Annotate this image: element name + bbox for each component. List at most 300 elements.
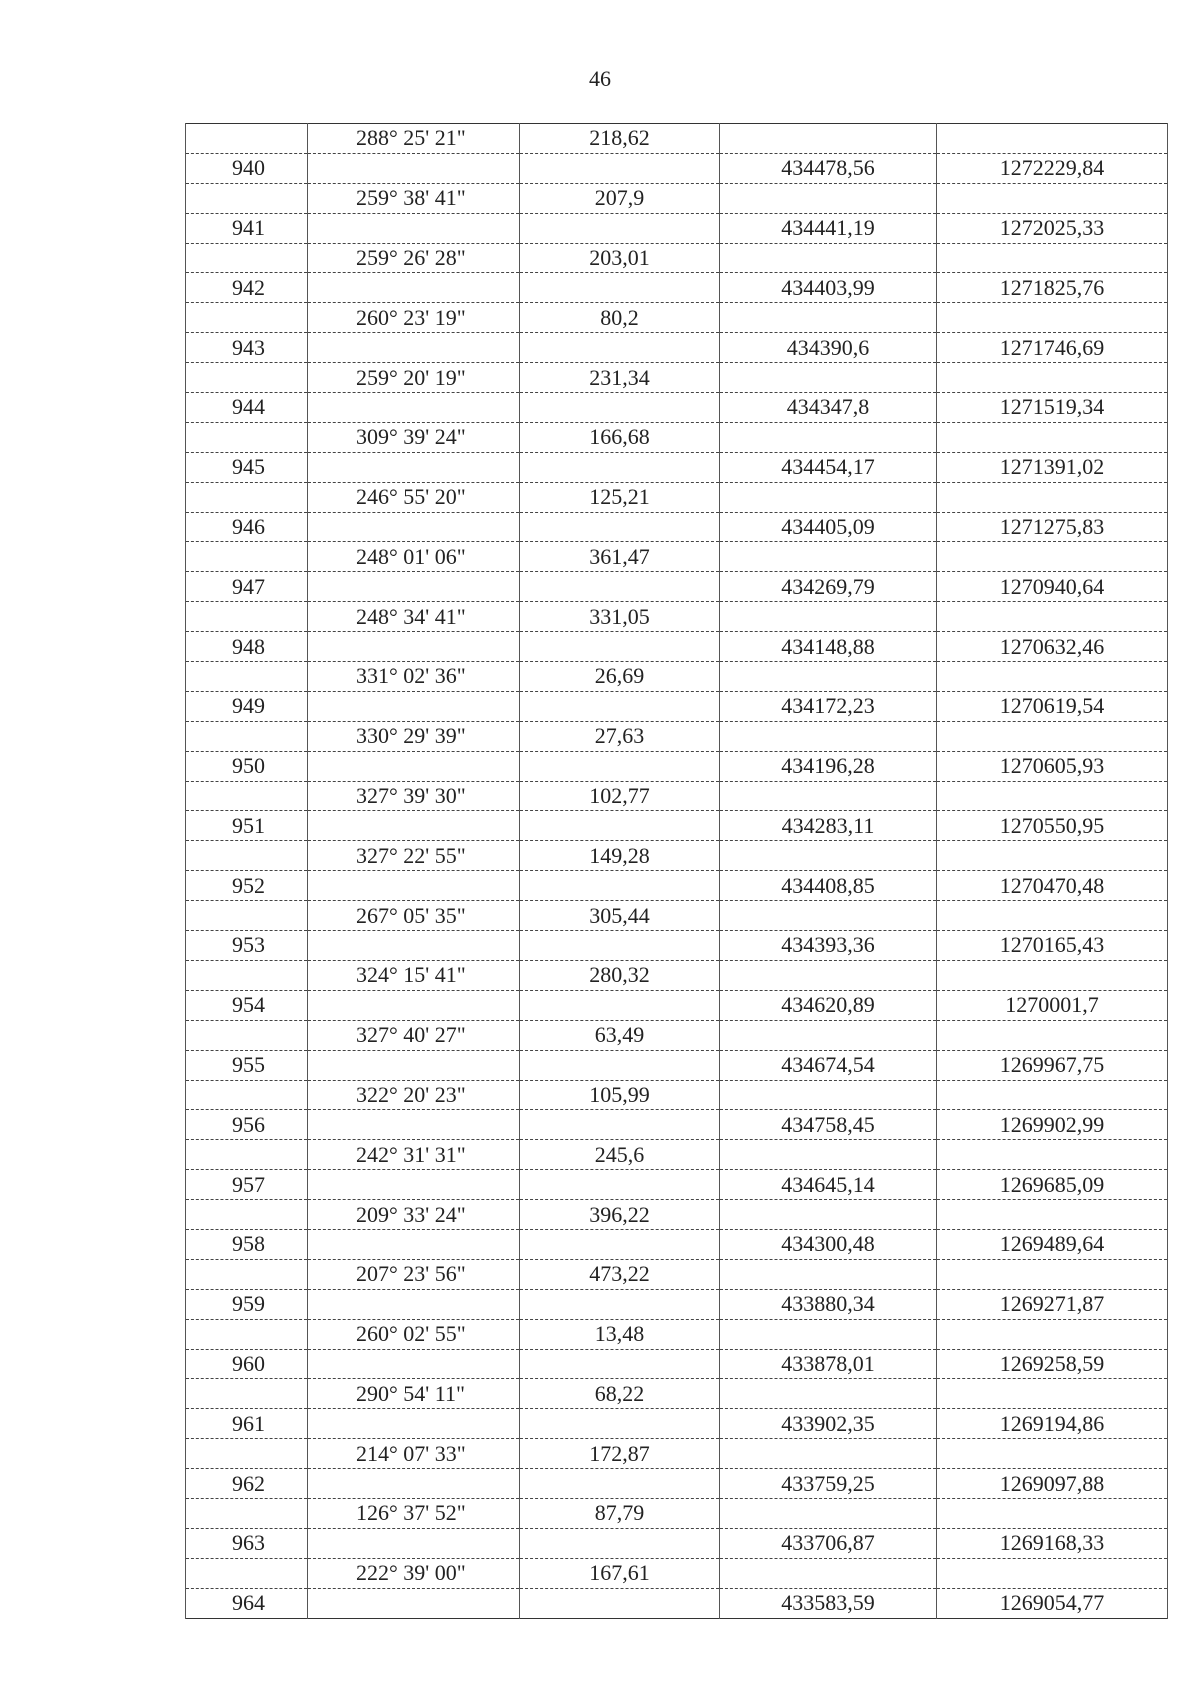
- point-number-cell: 955: [186, 1050, 308, 1080]
- x-coordinate-cell: [720, 422, 937, 452]
- direction-angle-cell: 327° 22' 55": [308, 841, 520, 871]
- direction-angle-cell: [308, 1588, 520, 1618]
- table-row: [186, 781, 1168, 811]
- table-row: [186, 1439, 1168, 1469]
- point-number-cell: [186, 482, 308, 512]
- point-number-cell: 961: [186, 1409, 308, 1439]
- x-coordinate-cell: [720, 1379, 937, 1409]
- y-coordinate-cell: 1271746,69: [937, 333, 1168, 363]
- x-coordinate-cell: 434478,56: [720, 153, 937, 183]
- table-body: [186, 124, 1168, 1619]
- x-coordinate-cell: [720, 1259, 937, 1289]
- point-number-cell: 958: [186, 1229, 308, 1259]
- point-number-cell: 953: [186, 931, 308, 961]
- x-coordinate-cell: [720, 1200, 937, 1230]
- table-row: [186, 1050, 1168, 1080]
- x-coordinate-cell: 434196,28: [720, 751, 937, 781]
- distance-cell: 245,6: [520, 1140, 720, 1170]
- y-coordinate-cell: [937, 662, 1168, 692]
- distance-cell: 172,87: [520, 1439, 720, 1469]
- table-row: [186, 572, 1168, 602]
- y-coordinate-cell: 1270619,54: [937, 691, 1168, 721]
- direction-angle-cell: 267° 05' 35": [308, 901, 520, 931]
- point-number-cell: [186, 243, 308, 273]
- distance-cell: [520, 751, 720, 781]
- y-coordinate-cell: [937, 124, 1168, 154]
- direction-angle-cell: [308, 452, 520, 482]
- x-coordinate-cell: [720, 1439, 937, 1469]
- direction-angle-cell: 259° 38' 41": [308, 183, 520, 213]
- point-number-cell: [186, 662, 308, 692]
- y-coordinate-cell: 1271275,83: [937, 512, 1168, 542]
- y-coordinate-cell: 1270605,93: [937, 751, 1168, 781]
- distance-cell: [520, 1528, 720, 1558]
- y-coordinate-cell: [937, 1080, 1168, 1110]
- table-row: [186, 333, 1168, 363]
- point-number-cell: [186, 183, 308, 213]
- direction-angle-cell: 242° 31' 31": [308, 1140, 520, 1170]
- table-row: [186, 183, 1168, 213]
- y-coordinate-cell: 1270550,95: [937, 811, 1168, 841]
- distance-cell: [520, 153, 720, 183]
- direction-angle-cell: 209° 33' 24": [308, 1200, 520, 1230]
- direction-angle-cell: [308, 153, 520, 183]
- point-number-cell: 964: [186, 1588, 308, 1618]
- y-coordinate-cell: [937, 482, 1168, 512]
- table-row: [186, 363, 1168, 393]
- x-coordinate-cell: [720, 243, 937, 273]
- distance-cell: 203,01: [520, 243, 720, 273]
- distance-cell: [520, 1289, 720, 1319]
- x-coordinate-cell: [720, 1080, 937, 1110]
- y-coordinate-cell: [937, 1020, 1168, 1050]
- table-row: [186, 1319, 1168, 1349]
- distance-cell: 218,62: [520, 124, 720, 154]
- x-coordinate-cell: 434390,6: [720, 333, 937, 363]
- direction-angle-cell: 309° 39' 24": [308, 422, 520, 452]
- distance-cell: [520, 333, 720, 363]
- direction-angle-cell: 327° 39' 30": [308, 781, 520, 811]
- distance-cell: 167,61: [520, 1558, 720, 1588]
- direction-angle-cell: 126° 37' 52": [308, 1498, 520, 1528]
- y-coordinate-cell: 1270165,43: [937, 931, 1168, 961]
- y-coordinate-cell: 1269967,75: [937, 1050, 1168, 1080]
- distance-cell: [520, 1229, 720, 1259]
- distance-cell: 80,2: [520, 303, 720, 333]
- direction-angle-cell: [308, 632, 520, 662]
- direction-angle-cell: [308, 1110, 520, 1140]
- direction-angle-cell: [308, 1469, 520, 1499]
- point-number-cell: 946: [186, 512, 308, 542]
- x-coordinate-cell: [720, 183, 937, 213]
- x-coordinate-cell: 434645,14: [720, 1170, 937, 1200]
- x-coordinate-cell: [720, 124, 937, 154]
- distance-cell: 27,63: [520, 721, 720, 751]
- direction-angle-cell: 222° 39' 00": [308, 1558, 520, 1588]
- point-number-cell: 957: [186, 1170, 308, 1200]
- table-row: [186, 871, 1168, 901]
- y-coordinate-cell: 1270470,48: [937, 871, 1168, 901]
- table-row: [186, 721, 1168, 751]
- x-coordinate-cell: [720, 901, 937, 931]
- x-coordinate-cell: [720, 1319, 937, 1349]
- point-number-cell: [186, 901, 308, 931]
- table-row: [186, 1409, 1168, 1439]
- x-coordinate-cell: 433759,25: [720, 1469, 937, 1499]
- distance-cell: 305,44: [520, 901, 720, 931]
- point-number-cell: 952: [186, 871, 308, 901]
- direction-angle-cell: [308, 1349, 520, 1379]
- point-number-cell: 963: [186, 1528, 308, 1558]
- y-coordinate-cell: 1271391,02: [937, 452, 1168, 482]
- direction-angle-cell: [308, 1289, 520, 1319]
- x-coordinate-cell: [720, 960, 937, 990]
- point-number-cell: 949: [186, 691, 308, 721]
- point-number-cell: [186, 542, 308, 572]
- y-coordinate-cell: 1270940,64: [937, 572, 1168, 602]
- distance-cell: 361,47: [520, 542, 720, 572]
- point-number-cell: [186, 1319, 308, 1349]
- y-coordinate-cell: 1272229,84: [937, 153, 1168, 183]
- point-number-cell: [186, 422, 308, 452]
- distance-cell: [520, 1050, 720, 1080]
- y-coordinate-cell: [937, 1498, 1168, 1528]
- table-row: [186, 1229, 1168, 1259]
- table-row: [186, 512, 1168, 542]
- distance-cell: [520, 811, 720, 841]
- y-coordinate-cell: [937, 363, 1168, 393]
- distance-cell: [520, 1409, 720, 1439]
- direction-angle-cell: 207° 23' 56": [308, 1259, 520, 1289]
- point-number-cell: [186, 1020, 308, 1050]
- y-coordinate-cell: [937, 781, 1168, 811]
- table-row: [186, 751, 1168, 781]
- direction-angle-cell: [308, 1170, 520, 1200]
- x-coordinate-cell: 434620,89: [720, 990, 937, 1020]
- y-coordinate-cell: [937, 602, 1168, 632]
- distance-cell: [520, 572, 720, 602]
- direction-angle-cell: 288° 25' 21": [308, 124, 520, 154]
- direction-angle-cell: [308, 213, 520, 243]
- direction-angle-cell: [308, 273, 520, 303]
- distance-cell: [520, 1588, 720, 1618]
- distance-cell: 125,21: [520, 482, 720, 512]
- y-coordinate-cell: 1269271,87: [937, 1289, 1168, 1319]
- point-number-cell: 944: [186, 393, 308, 423]
- x-coordinate-cell: 433583,59: [720, 1588, 937, 1618]
- x-coordinate-cell: 434300,48: [720, 1229, 937, 1259]
- distance-cell: [520, 273, 720, 303]
- x-coordinate-cell: [720, 1140, 937, 1170]
- distance-cell: [520, 1469, 720, 1499]
- x-coordinate-cell: [720, 1498, 937, 1528]
- y-coordinate-cell: [937, 1558, 1168, 1588]
- y-coordinate-cell: 1270001,7: [937, 990, 1168, 1020]
- point-number-cell: 960: [186, 1349, 308, 1379]
- distance-cell: [520, 931, 720, 961]
- direction-angle-cell: [308, 931, 520, 961]
- table-row: [186, 1379, 1168, 1409]
- point-number-cell: [186, 781, 308, 811]
- x-coordinate-cell: 434148,88: [720, 632, 937, 662]
- y-coordinate-cell: 1271825,76: [937, 273, 1168, 303]
- table-row: [186, 273, 1168, 303]
- point-number-cell: [186, 1200, 308, 1230]
- x-coordinate-cell: [720, 542, 937, 572]
- boundary-coordinates-table: [185, 123, 1168, 1619]
- table-row: [186, 422, 1168, 452]
- y-coordinate-cell: 1269258,59: [937, 1349, 1168, 1379]
- direction-angle-cell: [308, 1528, 520, 1558]
- distance-cell: [520, 1170, 720, 1200]
- direction-angle-cell: 214° 07' 33": [308, 1439, 520, 1469]
- point-number-cell: 940: [186, 153, 308, 183]
- x-coordinate-cell: 434758,45: [720, 1110, 937, 1140]
- direction-angle-cell: [308, 751, 520, 781]
- distance-cell: 166,68: [520, 422, 720, 452]
- point-number-cell: [186, 841, 308, 871]
- x-coordinate-cell: 434403,99: [720, 273, 937, 303]
- x-coordinate-cell: [720, 602, 937, 632]
- distance-cell: 207,9: [520, 183, 720, 213]
- y-coordinate-cell: 1270632,46: [937, 632, 1168, 662]
- distance-cell: [520, 871, 720, 901]
- y-coordinate-cell: 1269902,99: [937, 1110, 1168, 1140]
- point-number-cell: [186, 1498, 308, 1528]
- point-number-cell: [186, 1140, 308, 1170]
- table-row: [186, 213, 1168, 243]
- table-row: [186, 1588, 1168, 1618]
- direction-angle-cell: 260° 23' 19": [308, 303, 520, 333]
- y-coordinate-cell: [937, 1379, 1168, 1409]
- x-coordinate-cell: 434674,54: [720, 1050, 937, 1080]
- x-coordinate-cell: 434454,17: [720, 452, 937, 482]
- table-row: [186, 542, 1168, 572]
- point-number-cell: 954: [186, 990, 308, 1020]
- y-coordinate-cell: 1272025,33: [937, 213, 1168, 243]
- direction-angle-cell: [308, 871, 520, 901]
- y-coordinate-cell: [937, 721, 1168, 751]
- distance-cell: 149,28: [520, 841, 720, 871]
- direction-angle-cell: [308, 1409, 520, 1439]
- direction-angle-cell: 259° 26' 28": [308, 243, 520, 273]
- x-coordinate-cell: 433902,35: [720, 1409, 937, 1439]
- point-number-cell: 943: [186, 333, 308, 363]
- point-number-cell: 941: [186, 213, 308, 243]
- point-number-cell: [186, 363, 308, 393]
- distance-cell: 331,05: [520, 602, 720, 632]
- direction-angle-cell: [308, 691, 520, 721]
- table-row: [186, 691, 1168, 721]
- y-coordinate-cell: [937, 243, 1168, 273]
- direction-angle-cell: [308, 811, 520, 841]
- table-row: [186, 602, 1168, 632]
- table-row: [186, 1289, 1168, 1319]
- y-coordinate-cell: [937, 1319, 1168, 1349]
- direction-angle-cell: 248° 34' 41": [308, 602, 520, 632]
- table-row: [186, 811, 1168, 841]
- x-coordinate-cell: 434283,11: [720, 811, 937, 841]
- point-number-cell: [186, 1379, 308, 1409]
- point-number-cell: 948: [186, 632, 308, 662]
- point-number-cell: 959: [186, 1289, 308, 1319]
- y-coordinate-cell: 1271519,34: [937, 393, 1168, 423]
- y-coordinate-cell: [937, 1140, 1168, 1170]
- point-number-cell: [186, 1080, 308, 1110]
- direction-angle-cell: 259° 20' 19": [308, 363, 520, 393]
- table-row: [186, 452, 1168, 482]
- direction-angle-cell: [308, 393, 520, 423]
- distance-cell: 26,69: [520, 662, 720, 692]
- direction-angle-cell: [308, 990, 520, 1020]
- distance-cell: [520, 512, 720, 542]
- table-row: [186, 1110, 1168, 1140]
- distance-cell: 105,99: [520, 1080, 720, 1110]
- point-number-cell: 950: [186, 751, 308, 781]
- direction-angle-cell: [308, 1050, 520, 1080]
- distance-cell: [520, 1349, 720, 1379]
- distance-cell: [520, 393, 720, 423]
- table-row: [186, 1558, 1168, 1588]
- y-coordinate-cell: 1269489,64: [937, 1229, 1168, 1259]
- x-coordinate-cell: [720, 1558, 937, 1588]
- y-coordinate-cell: [937, 303, 1168, 333]
- point-number-cell: [186, 602, 308, 632]
- y-coordinate-cell: 1269097,88: [937, 1469, 1168, 1499]
- y-coordinate-cell: [937, 1439, 1168, 1469]
- point-number-cell: [186, 124, 308, 154]
- direction-angle-cell: 331° 02' 36": [308, 662, 520, 692]
- point-number-cell: [186, 1259, 308, 1289]
- x-coordinate-cell: 433880,34: [720, 1289, 937, 1319]
- table-row: [186, 1469, 1168, 1499]
- distance-cell: [520, 632, 720, 662]
- point-number-cell: [186, 1558, 308, 1588]
- x-coordinate-cell: [720, 721, 937, 751]
- table-row: [186, 960, 1168, 990]
- direction-angle-cell: 324° 15' 41": [308, 960, 520, 990]
- table-row: [186, 1349, 1168, 1379]
- table-row: [186, 901, 1168, 931]
- direction-angle-cell: [308, 333, 520, 363]
- table-row: [186, 153, 1168, 183]
- x-coordinate-cell: [720, 363, 937, 393]
- distance-cell: 63,49: [520, 1020, 720, 1050]
- table-row: [186, 931, 1168, 961]
- y-coordinate-cell: [937, 542, 1168, 572]
- point-number-cell: 951: [186, 811, 308, 841]
- x-coordinate-cell: [720, 482, 937, 512]
- distance-cell: [520, 691, 720, 721]
- distance-cell: 280,32: [520, 960, 720, 990]
- direction-angle-cell: 246° 55' 20": [308, 482, 520, 512]
- distance-cell: [520, 990, 720, 1020]
- direction-angle-cell: 248° 01' 06": [308, 542, 520, 572]
- table-row: [186, 303, 1168, 333]
- direction-angle-cell: 322° 20' 23": [308, 1080, 520, 1110]
- table-row: [186, 841, 1168, 871]
- distance-cell: 231,34: [520, 363, 720, 393]
- table-row: [186, 1140, 1168, 1170]
- y-coordinate-cell: [937, 841, 1168, 871]
- direction-angle-cell: [308, 512, 520, 542]
- table-row: [186, 124, 1168, 154]
- direction-angle-cell: 327° 40' 27": [308, 1020, 520, 1050]
- page-number: 46: [589, 66, 611, 91]
- x-coordinate-cell: [720, 662, 937, 692]
- x-coordinate-cell: 434269,79: [720, 572, 937, 602]
- y-coordinate-cell: [937, 1259, 1168, 1289]
- table-row: [186, 1170, 1168, 1200]
- distance-cell: 473,22: [520, 1259, 720, 1289]
- point-number-cell: 945: [186, 452, 308, 482]
- point-number-cell: 956: [186, 1110, 308, 1140]
- table-row: [186, 1080, 1168, 1110]
- x-coordinate-cell: [720, 303, 937, 333]
- table-row: [186, 1020, 1168, 1050]
- distance-cell: 13,48: [520, 1319, 720, 1349]
- distance-cell: 102,77: [520, 781, 720, 811]
- y-coordinate-cell: [937, 183, 1168, 213]
- y-coordinate-cell: 1269168,33: [937, 1528, 1168, 1558]
- distance-cell: 396,22: [520, 1200, 720, 1230]
- distance-cell: 68,22: [520, 1379, 720, 1409]
- x-coordinate-cell: 434408,85: [720, 871, 937, 901]
- table-row: [186, 990, 1168, 1020]
- table-row: [186, 1259, 1168, 1289]
- direction-angle-cell: 330° 29' 39": [308, 721, 520, 751]
- x-coordinate-cell: [720, 841, 937, 871]
- point-number-cell: [186, 721, 308, 751]
- direction-angle-cell: 260° 02' 55": [308, 1319, 520, 1349]
- table-row: [186, 1528, 1168, 1558]
- x-coordinate-cell: 433878,01: [720, 1349, 937, 1379]
- x-coordinate-cell: 434441,19: [720, 213, 937, 243]
- y-coordinate-cell: 1269194,86: [937, 1409, 1168, 1439]
- table-row: [186, 393, 1168, 423]
- y-coordinate-cell: [937, 901, 1168, 931]
- direction-angle-cell: [308, 572, 520, 602]
- x-coordinate-cell: 434172,23: [720, 691, 937, 721]
- x-coordinate-cell: 434405,09: [720, 512, 937, 542]
- direction-angle-cell: [308, 1229, 520, 1259]
- point-number-cell: [186, 960, 308, 990]
- x-coordinate-cell: 434347,8: [720, 393, 937, 423]
- table-row: [186, 662, 1168, 692]
- distance-cell: 87,79: [520, 1498, 720, 1528]
- distance-cell: [520, 452, 720, 482]
- table-row: [186, 632, 1168, 662]
- y-coordinate-cell: [937, 960, 1168, 990]
- distance-cell: [520, 1110, 720, 1140]
- table-row: [186, 243, 1168, 273]
- point-number-cell: [186, 303, 308, 333]
- point-number-cell: 947: [186, 572, 308, 602]
- x-coordinate-cell: [720, 781, 937, 811]
- point-number-cell: 962: [186, 1469, 308, 1499]
- table-row: [186, 1200, 1168, 1230]
- distance-cell: [520, 213, 720, 243]
- table-row: [186, 482, 1168, 512]
- direction-angle-cell: 290° 54' 11": [308, 1379, 520, 1409]
- x-coordinate-cell: 434393,36: [720, 931, 937, 961]
- x-coordinate-cell: 433706,87: [720, 1528, 937, 1558]
- table-row: [186, 1498, 1168, 1528]
- point-number-cell: [186, 1439, 308, 1469]
- point-number-cell: 942: [186, 273, 308, 303]
- y-coordinate-cell: 1269054,77: [937, 1588, 1168, 1618]
- y-coordinate-cell: 1269685,09: [937, 1170, 1168, 1200]
